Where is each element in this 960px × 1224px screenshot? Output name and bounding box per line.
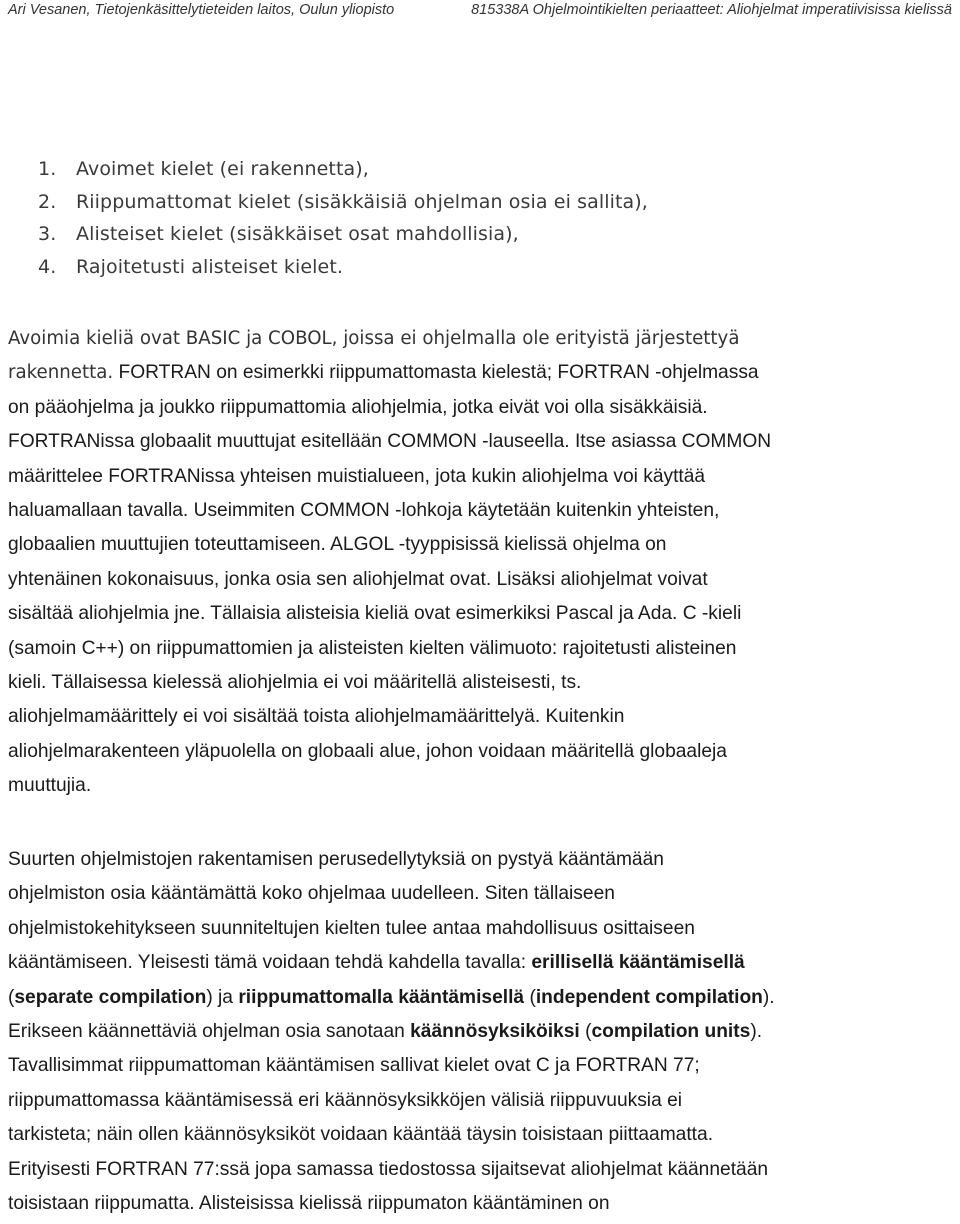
text-run: rakennetta. — [8, 362, 114, 384]
list-item — [38, 251, 648, 284]
text-run: ( — [8, 986, 15, 1008]
text-line: tarkisteta; näin ollen käännösyksiköt voidaan kääntää täysin toisistaan piittaamatta. — [8, 1124, 714, 1146]
text-run: ) ja — [206, 986, 239, 1008]
text-line — [8, 981, 775, 1015]
text-line: Suurten ohjelmistojen rakentamisen perusedellytyksiä on pystyä kääntämään — [8, 849, 664, 870]
text-line: FORTRANissa globaalit muuttujat esitellään COMMON -lauseella. Itse asiassa COMMON — [8, 431, 772, 453]
text-line: toisistaan riippumatta. Alisteisissa kielissä riippumaton kääntäminen on — [8, 1192, 610, 1214]
text-line: yhtenäinen kokonaisuus, jonka osia sen aliohjelmat ovat. Lisäksi aliohjelmat voivat — [8, 568, 708, 590]
list-text: Rajoitetusti alisteiset kielet. — [76, 255, 344, 278]
text-run: FORTRAN on esimerkki riippumattomasta kielestä; FORTRAN -ohjelmassa — [113, 362, 759, 384]
text-line: aliohjelmarakenteen yläpuolella on globaali alue, johon voidaan määritellä globaaleja — [8, 740, 727, 762]
list-number: 3. — [38, 223, 57, 245]
text-line: ohjelmistokehitykseen suunniteltujen kielten tulee antaa mahdollisuus osittaiseen — [8, 917, 695, 939]
text-run: ( — [579, 1020, 592, 1042]
text-run: ). — [762, 986, 775, 1008]
text-line: riippumattomassa kääntämisessä eri käännösyksikköjen välisiä riippuvuuksia ei — [8, 1089, 683, 1111]
header-author: Ari Vesanen, Tietojenkäsittelytieteiden laitos, Oulun yliopisto — [8, 2, 395, 18]
text-line: muuttujia. — [8, 775, 92, 797]
text-run: ( — [524, 986, 536, 1008]
list-text: Avoimet kielet (ei rakennetta), — [76, 158, 369, 180]
term-independent-compilation-en: independent compilation — [535, 986, 763, 1008]
text-line: haluamallaan tavalla. Useimmiten COMMON -lohkoja käytetään kuitenkin yhteisten, — [8, 499, 720, 521]
term-compilation-units-fi: käännösyksiköiksi — [410, 1020, 580, 1042]
text-run: kääntämiseen. Yleisesti tämä voidaan tehdä kahdella tavalla: — [8, 952, 532, 974]
text-line: aliohjelmamäärittely ei voi sisältää toista aliohjelmamäärittelyä. Kuitenkin — [8, 706, 625, 728]
text-run: ). — [750, 1020, 763, 1042]
text-line: sisältää aliohjelmia jne. Tällaisia alisteisia kieliä ovat esimerkiksi Pascal ja Ada. C -kieli — [8, 603, 742, 625]
text-run: Erikseen käännettäviä ohjelman osia sanotaan — [8, 1020, 411, 1042]
text-line — [8, 1015, 775, 1049]
header-course: 815338A Ohjelmointikielten periaatteet: Aliohjelmat imperatiivisissa kielissä — [471, 2, 952, 18]
text-line: Tavallisimmat riippumattoman kääntämisen sallivat kielet ovat C ja FORTRAN 77; — [8, 1055, 700, 1077]
term-separate-compilation-en: separate compilation — [14, 986, 207, 1008]
list-number: 2. — [38, 190, 57, 213]
text-line: ohjelmiston osia kääntämättä koko ohjelmaa uudelleen. Siten tällaiseen — [8, 883, 615, 905]
language-category-list — [38, 153, 648, 283]
list-item — [38, 153, 648, 186]
list-number: 4. — [38, 255, 57, 278]
list-number: 1. — [38, 158, 57, 180]
paragraph-language-structure — [8, 322, 771, 803]
text-line: määrittelee FORTRANissa yhteisen muistialueen, jota kukin aliohjelma voi käyttää — [8, 465, 706, 487]
text-line: Avoimia kieliä ovat BASIC ja COBOL, joissa ei ohjelmalla ole erityistä järjestettyä — [8, 328, 740, 349]
paragraph-separate-compilation — [8, 843, 775, 1221]
term-independent-compilation-fi: riippumattomalla kääntämisellä — [238, 986, 525, 1008]
text-line — [8, 946, 775, 980]
text-line: kieli. Tällaisessa kielessä aliohjelmia ei voi määritellä alisteisesti, ts. — [8, 671, 582, 693]
text-line: globaalien muuttujien toteuttamiseen. ALGOL -tyyppisissä kielissä ohjelma on — [8, 534, 667, 556]
page-header — [0, 0, 960, 28]
list-item — [38, 186, 648, 219]
term-separate-compilation-fi: erillisellä kääntämisellä — [531, 952, 745, 974]
list-item — [38, 218, 648, 251]
text-line — [8, 356, 771, 390]
text-line: (samoin C++) on riippumattomien ja alisteisten kielten välimuoto: rajoitetusti alisteinen — [8, 637, 737, 659]
term-compilation-units-en: compilation units — [591, 1020, 751, 1042]
list-text: Alisteiset kielet (sisäkkäiset osat mahdollisia), — [76, 223, 519, 245]
text-line: Erityisesti FORTRAN 77:ssä jopa samassa tiedostossa sijaitsevat aliohjelmat käännetään — [8, 1158, 769, 1180]
text-line: on pääohjelma ja joukko riippumattomia aliohjelmia, jotka eivät voi olla sisäkkäisiä. — [8, 396, 708, 418]
list-text: Riippumattomat kielet (sisäkkäisiä ohjelman osia ei sallita), — [76, 190, 648, 213]
